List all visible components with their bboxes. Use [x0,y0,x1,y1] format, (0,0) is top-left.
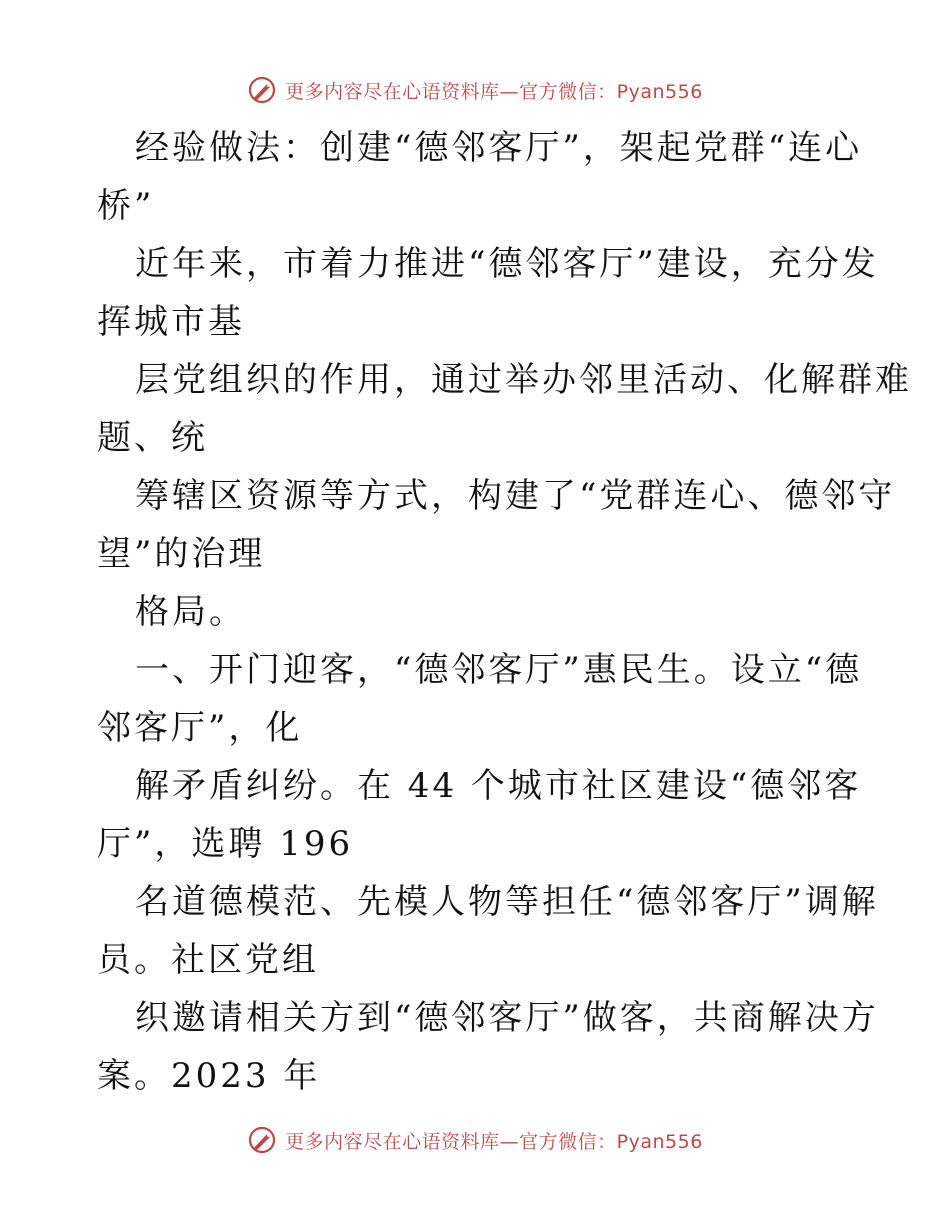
paragraph-line: 挥城市基 [97,302,245,342]
paragraph-line: 层党组织的作用，通过举办邻里活动、化解群难 [135,360,912,400]
footer-watermark [0,1120,950,1160]
paragraph-line: 一、开门迎客，“德邻客厅”惠民生。设立“德 [135,650,863,690]
paragraph-line: 近年来，市着力推进“德邻客厅”建设，充分发 [135,244,879,284]
header-watermark [0,70,950,110]
paragraph-line: 邻客厅”，化 [97,708,303,748]
paragraph-line: 名道德模范、先模人物等担任“德邻客厅”调解 [135,882,879,922]
paragraph-line: 员。社区党组 [97,940,319,980]
paragraph-line: 解矛盾纠纷。在 44 个城市社区建设“德邻客 [135,766,862,806]
paragraph-line: 题、统 [97,418,208,458]
paragraph-line: 案。2023 年 [97,1056,321,1096]
watermark-text: 更多内容尽在心语资料库—官方微信：Pyan556 [285,80,703,103]
pen-nib-logo-icon [247,1125,277,1155]
pen-nib-logo-icon [247,75,277,105]
paragraph-line: 格局。 [135,592,246,632]
paragraph-line: 织邀请相关方到“德邻客厅”做客，共商解决方 [135,998,879,1038]
watermark-text: 更多内容尽在心语资料库—官方微信：Pyan556 [285,1130,703,1153]
paragraph-line: 经验做法：创建“德邻客厅”，架起党群“连心 [135,128,863,168]
paragraph-line: 筹辖区资源等方式，构建了“党群连心、德邻守 [135,476,896,516]
paragraph-line: 厅”，选聘 196 [97,824,354,864]
paragraph-line: 望”的治理 [97,534,266,574]
paragraph-line: 桥” [97,186,155,226]
